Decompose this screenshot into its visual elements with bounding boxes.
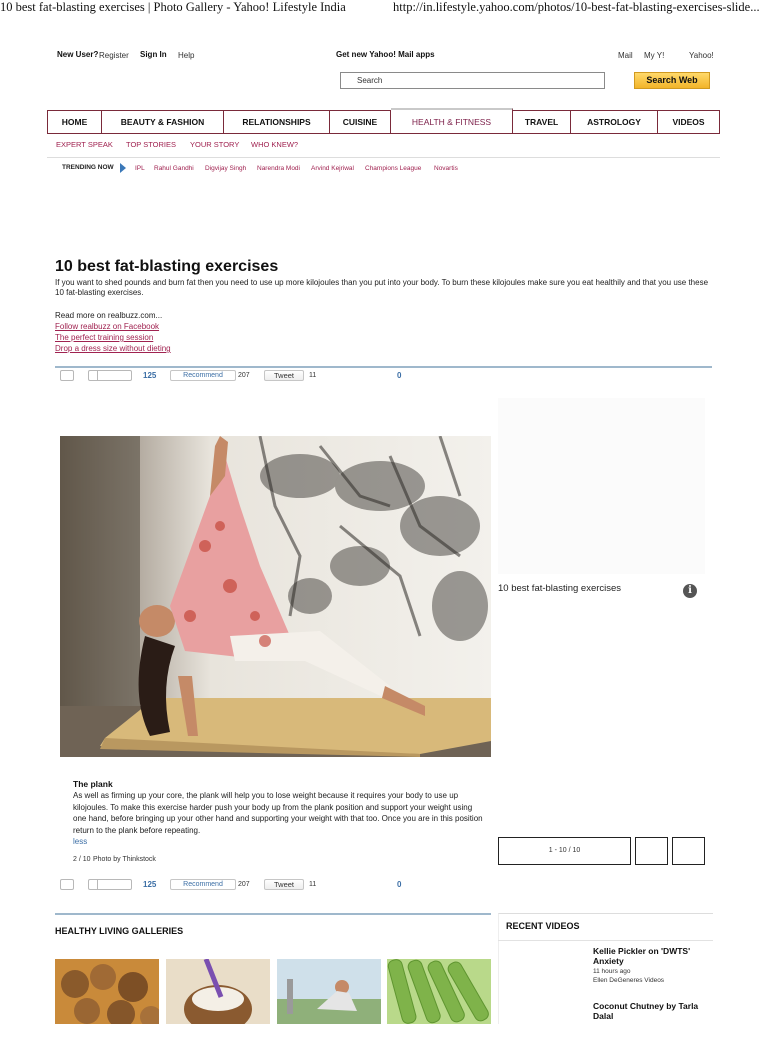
read-more-text: Read more on realbuzz.com... (55, 311, 163, 320)
info-icon[interactable]: i (683, 584, 697, 598)
ad-panel (498, 398, 705, 574)
prev-slide-button[interactable] (635, 837, 668, 865)
trending-item[interactable]: Champions League (365, 165, 422, 172)
video-time: 11 hours ago (593, 968, 631, 975)
comment-count-bottom[interactable]: 0 (397, 880, 402, 889)
like-button-bottom[interactable] (88, 879, 132, 890)
tweet-count: 11 (309, 372, 317, 379)
mail-apps-link[interactable]: Get new Yahoo! Mail apps (336, 50, 435, 59)
trending-item[interactable]: Digvijay Singh (205, 165, 247, 172)
nav-videos[interactable]: VIDEOS (672, 117, 705, 127)
search-placeholder: Search (357, 76, 383, 85)
plank-photo-illustration (60, 436, 491, 757)
slide-caption-title: The plank (73, 779, 113, 789)
article-description: If you want to shed pounds and burn fat then you need to use up more kilojoules than you put into your body. To burn these kilojoules make sure you eat healthily and that you use these 10 fat-blasting exercises. (55, 278, 709, 297)
print-page-title: 10 best fat-blasting exercises | Photo Gallery - Yahoo! Lifestyle India (0, 0, 346, 14)
galleries-title: HEALTHY LIVING GALLERIES (55, 926, 184, 936)
trending-item[interactable]: IPL (135, 165, 145, 172)
gallery-thumb[interactable] (166, 959, 270, 1024)
training-session-link[interactable]: The perfect training session (55, 333, 154, 342)
slide-caption-body: As well as firming up your core, the plank will help you to lose weight because it requires your body to use up kilojoules. To make this exercise harder push your body up from the plank position and support your weight using one hand, before bringing up your other hand and supporting your weight with that too. Once you are in this position return to the plank before repeating. (73, 791, 483, 835)
slide-pager[interactable]: 1 - 10 / 10 (498, 837, 631, 865)
galleries-divider (55, 913, 491, 915)
help-link[interactable]: Help (178, 51, 195, 60)
trending-arrow-icon (120, 163, 126, 173)
recent-videos-divider (498, 940, 713, 941)
main-nav (47, 110, 720, 134)
nav-home[interactable]: HOME (48, 111, 102, 133)
trending-item[interactable]: Novartis (434, 165, 458, 172)
less-link[interactable]: less (73, 837, 88, 846)
dress-size-link[interactable]: Drop a dress size without dieting (55, 344, 171, 353)
stretching-image (277, 959, 381, 1024)
walnuts-image (55, 959, 159, 1024)
video-title[interactable]: Coconut Chutney by Tarla Dalal (593, 1001, 699, 1021)
comment-count[interactable]: 0 (397, 371, 402, 380)
subnav-divider (47, 157, 720, 158)
recent-videos-title: RECENT VIDEOS (506, 921, 580, 931)
video-thumbnail[interactable] (506, 1000, 586, 1045)
mail-link[interactable]: Mail (618, 51, 633, 60)
search-web-button[interactable]: Search Web (634, 72, 710, 89)
slide-photo[interactable] (60, 436, 491, 757)
nav-cuisine[interactable]: CUISINE (330, 111, 391, 133)
nav-relationships[interactable]: RELATIONSHIPS (224, 111, 330, 133)
recommend-count: 207 (238, 372, 250, 379)
article-title: 10 best fat-blasting exercises (55, 258, 279, 275)
like-count-bottom: 125 (143, 880, 157, 889)
video-source: Ellen DeGeneres Videos (593, 977, 665, 984)
gallery-thumb[interactable] (55, 959, 159, 1024)
subnav-who-knew[interactable]: WHO KNEW? (251, 140, 299, 149)
sign-in-link[interactable]: Sign In (140, 50, 167, 59)
subnav-expert-speak[interactable]: EXPERT SPEAK (56, 140, 113, 149)
tweet-button[interactable]: Tweet (264, 370, 304, 381)
video-title[interactable]: Kellie Pickler on 'DWTS' Anxiety (593, 946, 691, 966)
my-yi-link[interactable]: My Y! (644, 51, 665, 60)
print-header (0, 0, 768, 14)
photo-credit: Photo by Thinkstock (93, 856, 156, 863)
nav-beauty-fashion[interactable]: BEAUTY & FASHION (102, 111, 224, 133)
print-page-url: http://in.lifestyle.yahoo.com/photos/10-best-fat-blasting-exercises-slide... (393, 0, 760, 14)
gallery-thumb[interactable] (387, 959, 491, 1024)
slide-side-caption: 10 best fat-blasting exercises (498, 583, 622, 594)
recommend-button-bottom[interactable]: Recommend (170, 879, 236, 890)
trending-item[interactable]: Narendra Modi (257, 165, 300, 172)
subnav-your-story[interactable]: YOUR STORY (190, 140, 240, 149)
new-user-label: New User? (57, 50, 99, 59)
subnav-top-stories[interactable]: TOP STORIES (126, 140, 177, 149)
share-checkbox[interactable] (60, 370, 74, 381)
search-input[interactable] (340, 72, 605, 89)
trending-label: TRENDING NOW (62, 164, 114, 171)
celery-image (387, 959, 491, 1024)
section-divider (55, 366, 712, 368)
yahoo-link[interactable]: Yahoo! (689, 51, 714, 60)
slide-counter: 2 / 10 (73, 856, 91, 863)
nav-travel[interactable]: TRAVEL (513, 111, 571, 133)
follow-facebook-link[interactable]: Follow realbuzz on Facebook (55, 322, 160, 331)
gallery-thumb[interactable] (277, 959, 381, 1024)
trending-item[interactable]: Arvind Kejriwal (311, 165, 354, 172)
trending-item[interactable]: Rahul Gandhi (154, 165, 194, 172)
video-thumbnail[interactable] (506, 946, 586, 991)
nav-health-fitness[interactable]: HEALTH & FITNESS (391, 108, 513, 133)
share-checkbox-bottom[interactable] (60, 879, 74, 890)
tweet-button-bottom[interactable]: Tweet (264, 879, 304, 890)
recommend-button[interactable]: Recommend (170, 370, 236, 381)
next-slide-button[interactable] (672, 837, 705, 865)
like-count: 125 (143, 371, 157, 380)
recommend-count-bottom: 207 (238, 881, 250, 888)
nav-astrology[interactable]: ASTROLOGY (571, 111, 658, 133)
register-link[interactable]: Register (99, 51, 129, 60)
like-button[interactable] (88, 370, 132, 381)
tweet-count-bottom: 11 (309, 881, 317, 888)
coconut-image (166, 959, 270, 1024)
